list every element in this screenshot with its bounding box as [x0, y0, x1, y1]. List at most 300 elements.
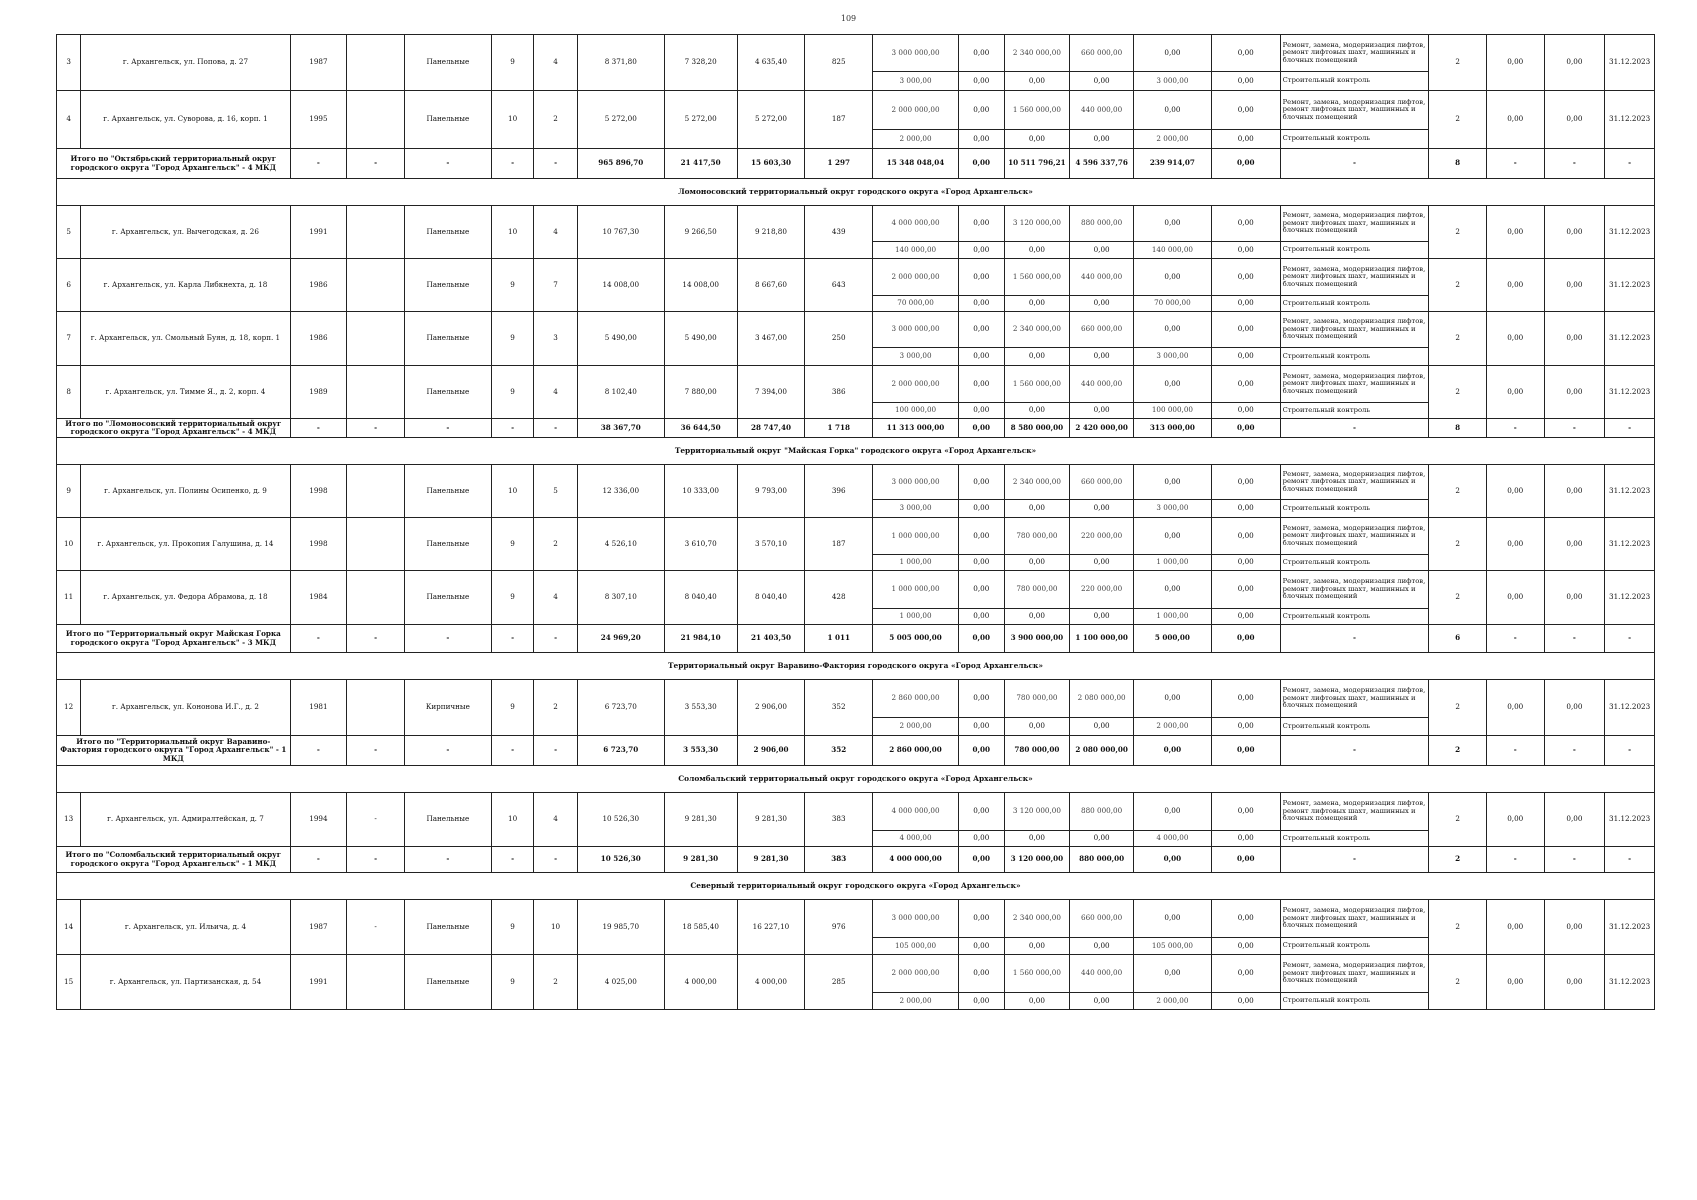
other-funds-cell: 0,00	[1211, 518, 1280, 555]
work-type-cell: Строительный контроль	[1280, 72, 1429, 91]
other-funds-cell: 0,00	[1211, 296, 1280, 312]
unit-cost-cell: 0,00	[1486, 366, 1544, 419]
total-placeholder: -	[534, 419, 577, 438]
table-row	[57, 518, 1655, 555]
deadline-cell: 31.12.2023	[1605, 312, 1655, 366]
local-budget-cell: 220 000,00	[1070, 518, 1134, 555]
section-header-row	[57, 766, 1655, 793]
local-budget-cell: 440 000,00	[1070, 366, 1134, 403]
residential-area-cell: 9 281,30	[737, 847, 805, 873]
work-type-cell: Ремонт, замена, модернизация лифтов, ремонт лифтовых шахт, машинных и блочных помещений	[1280, 206, 1429, 242]
wall-material-cell: Панельные	[404, 312, 491, 366]
max-cost-cell: 0,00	[1544, 955, 1605, 1010]
total-placeholder: -	[404, 625, 491, 653]
local-budget-cell: 220 000,00	[1070, 571, 1134, 609]
residents-cell: 352	[805, 680, 873, 736]
table-row	[57, 259, 1655, 296]
owners-funds-cell: 1 000,00	[1133, 555, 1211, 571]
total-placeholder: -	[1280, 625, 1429, 653]
region-budget-cell: 10 511 796,21	[1004, 149, 1070, 179]
cost-cell: 4 000,00	[873, 831, 959, 847]
cost-cell: 3 000 000,00	[873, 312, 959, 348]
premises-area-cell: 10 333,00	[664, 465, 737, 518]
residential-area-cell: 4 000,00	[737, 955, 805, 1010]
unit-cost-cell: 0,00	[1486, 206, 1544, 259]
work-type-cell: Ремонт, замена, модернизация лифтов, ремонт лифтовых шахт, машинных и блочных помещений	[1280, 91, 1429, 130]
total-placeholder: -	[347, 736, 405, 766]
region-budget-cell: 0,00	[1004, 348, 1070, 366]
floors-cell: 10	[491, 793, 533, 847]
local-budget-cell: 1 100 000,00	[1070, 625, 1134, 653]
deadline-cell: 31.12.2023	[1605, 680, 1655, 736]
residents-cell: 1 718	[805, 419, 873, 438]
fund-cell: 0,00	[959, 296, 1005, 312]
row-number: 11	[57, 571, 81, 625]
wall-material-cell: Панельные	[404, 259, 491, 312]
year-reconstruction-cell	[347, 35, 405, 91]
floors-cell: 9	[491, 312, 533, 366]
floors-cell: 9	[491, 366, 533, 419]
fund-cell: 0,00	[959, 680, 1005, 718]
fund-cell: 0,00	[959, 312, 1005, 348]
cost-cell: 3 000,00	[873, 500, 959, 518]
lifts-count-cell: 2	[1429, 571, 1487, 625]
owners-funds-cell: 0,00	[1133, 366, 1211, 403]
premises-area-cell: 5 272,00	[664, 91, 737, 149]
work-type-cell: Строительный контроль	[1280, 348, 1429, 366]
total-placeholder: -	[1605, 419, 1655, 438]
unit-cost-cell: 0,00	[1486, 571, 1544, 625]
cost-cell: 4 000 000,00	[873, 793, 959, 831]
year-cell: 1995	[290, 91, 347, 149]
owners-funds-cell: 1 000,00	[1133, 609, 1211, 625]
section-header-row	[57, 438, 1655, 465]
local-budget-cell: 0,00	[1070, 831, 1134, 847]
fund-cell: 0,00	[959, 625, 1005, 653]
owners-funds-cell: 140 000,00	[1133, 242, 1211, 259]
year-reconstruction-cell	[347, 259, 405, 312]
cost-cell: 2 000 000,00	[873, 259, 959, 296]
residential-area-cell: 2 906,00	[737, 680, 805, 736]
year-cell: 1986	[290, 312, 347, 366]
cost-cell: 4 000 000,00	[873, 847, 959, 873]
max-cost-cell: 0,00	[1544, 91, 1605, 149]
year-cell: 1991	[290, 206, 347, 259]
fund-cell: 0,00	[959, 938, 1005, 955]
cost-cell: 2 860 000,00	[873, 736, 959, 766]
other-funds-cell: 0,00	[1211, 130, 1280, 149]
region-budget-cell: 0,00	[1004, 130, 1070, 149]
deadline-cell: 31.12.2023	[1605, 793, 1655, 847]
other-funds-cell: 0,00	[1211, 500, 1280, 518]
year-cell: 1981	[290, 680, 347, 736]
premises-area-cell: 9 281,30	[664, 847, 737, 873]
residential-area-cell: 28 747,40	[737, 419, 805, 438]
entrances-cell: 2	[534, 955, 577, 1010]
owners-funds-cell: 0,00	[1133, 736, 1211, 766]
unit-cost-cell: 0,00	[1486, 680, 1544, 736]
lifts-count-cell: 2	[1429, 465, 1487, 518]
region-budget-cell: 780 000,00	[1004, 571, 1070, 609]
register-table	[56, 34, 1655, 1010]
lifts-count-cell: 8	[1429, 419, 1487, 438]
owners-funds-cell: 0,00	[1133, 680, 1211, 718]
table-row	[57, 35, 1655, 72]
total-placeholder: -	[534, 736, 577, 766]
cost-cell: 2 860 000,00	[873, 680, 959, 718]
fund-cell: 0,00	[959, 206, 1005, 242]
total-placeholder: -	[1544, 625, 1605, 653]
deadline-cell: 31.12.2023	[1605, 91, 1655, 149]
floors-cell: 9	[491, 518, 533, 571]
year-reconstruction-cell	[347, 955, 405, 1010]
local-budget-cell: 2 420 000,00	[1070, 419, 1134, 438]
work-type-cell: Ремонт, замена, модернизация лифтов, ремонт лифтовых шахт, машинных и блочных помещений	[1280, 900, 1429, 938]
lifts-count-cell: 2	[1429, 955, 1487, 1010]
total-area-cell: 10 526,30	[577, 793, 664, 847]
lifts-count-cell: 6	[1429, 625, 1487, 653]
lifts-count-cell: 2	[1429, 259, 1487, 312]
table-row	[57, 955, 1655, 993]
region-budget-cell: 0,00	[1004, 242, 1070, 259]
other-funds-cell: 0,00	[1211, 571, 1280, 609]
total-placeholder: -	[1486, 625, 1544, 653]
owners-funds-cell: 0,00	[1133, 571, 1211, 609]
other-funds-cell: 0,00	[1211, 938, 1280, 955]
section-title: Ломоносовский территориальный округ городского округа «Город Архангельск»	[57, 179, 1655, 206]
lifts-count-cell: 2	[1429, 680, 1487, 736]
year-cell: 1994	[290, 793, 347, 847]
cost-cell: 2 000 000,00	[873, 366, 959, 403]
section-header-row	[57, 653, 1655, 680]
unit-cost-cell: 0,00	[1486, 91, 1544, 149]
work-type-cell: Строительный контроль	[1280, 831, 1429, 847]
year-reconstruction-cell: -	[347, 793, 405, 847]
total-placeholder: -	[347, 419, 405, 438]
total-placeholder: -	[290, 736, 347, 766]
total-placeholder: -	[1280, 847, 1429, 873]
row-number: 10	[57, 518, 81, 571]
cost-cell: 3 000 000,00	[873, 465, 959, 500]
residents-cell: 352	[805, 736, 873, 766]
section-title: Северный территориальный округ городского округа «Город Архангельск»	[57, 873, 1655, 900]
work-type-cell: Ремонт, замена, модернизация лифтов, ремонт лифтовых шахт, машинных и блочных помещений	[1280, 259, 1429, 296]
lifts-count-cell: 8	[1429, 149, 1487, 179]
wall-material-cell: Панельные	[404, 793, 491, 847]
work-type-cell: Строительный контроль	[1280, 296, 1429, 312]
address-cell: г. Архангельск, ул. Тимме Я., д. 2, корп. 4	[81, 366, 290, 419]
owners-funds-cell: 3 000,00	[1133, 348, 1211, 366]
residents-cell: 386	[805, 366, 873, 419]
total-area-cell: 14 008,00	[577, 259, 664, 312]
owners-funds-cell: 4 000,00	[1133, 831, 1211, 847]
residents-cell: 643	[805, 259, 873, 312]
cost-cell: 1 000,00	[873, 609, 959, 625]
cost-cell: 5 005 000,00	[873, 625, 959, 653]
cost-cell: 2 000,00	[873, 993, 959, 1010]
total-area-cell: 24 969,20	[577, 625, 664, 653]
work-type-cell: Строительный контроль	[1280, 718, 1429, 736]
local-budget-cell: 0,00	[1070, 130, 1134, 149]
unit-cost-cell: 0,00	[1486, 900, 1544, 955]
other-funds-cell: 0,00	[1211, 312, 1280, 348]
total-placeholder: -	[534, 847, 577, 873]
lifts-count-cell: 2	[1429, 518, 1487, 571]
work-type-cell: Ремонт, замена, модернизация лифтов, ремонт лифтовых шахт, машинных и блочных помещений	[1280, 465, 1429, 500]
region-budget-cell: 1 560 000,00	[1004, 366, 1070, 403]
owners-funds-cell: 105 000,00	[1133, 938, 1211, 955]
residents-cell: 1 297	[805, 149, 873, 179]
work-type-cell: Строительный контроль	[1280, 555, 1429, 571]
section-header-row	[57, 873, 1655, 900]
total-row	[57, 149, 1655, 179]
entrances-cell: 7	[534, 259, 577, 312]
lifts-count-cell: 2	[1429, 206, 1487, 259]
max-cost-cell: 0,00	[1544, 206, 1605, 259]
year-reconstruction-cell	[347, 91, 405, 149]
work-type-cell: Ремонт, замена, модернизация лифтов, ремонт лифтовых шахт, машинных и блочных помещений	[1280, 366, 1429, 403]
owners-funds-cell: 70 000,00	[1133, 296, 1211, 312]
local-budget-cell: 0,00	[1070, 938, 1134, 955]
residents-cell: 439	[805, 206, 873, 259]
floors-cell: 9	[491, 259, 533, 312]
total-area-cell: 8 371,80	[577, 35, 664, 91]
local-budget-cell: 0,00	[1070, 993, 1134, 1010]
premises-area-cell: 8 040,40	[664, 571, 737, 625]
residential-area-cell: 16 227,10	[737, 900, 805, 955]
residents-cell: 825	[805, 35, 873, 91]
region-budget-cell: 3 120 000,00	[1004, 793, 1070, 831]
region-budget-cell: 0,00	[1004, 938, 1070, 955]
total-placeholder: -	[491, 847, 533, 873]
cost-cell: 1 000 000,00	[873, 518, 959, 555]
max-cost-cell: 0,00	[1544, 312, 1605, 366]
max-cost-cell: 0,00	[1544, 35, 1605, 91]
wall-material-cell: Панельные	[404, 900, 491, 955]
fund-cell: 0,00	[959, 831, 1005, 847]
premises-area-cell: 3 553,30	[664, 736, 737, 766]
table-row	[57, 465, 1655, 500]
work-type-cell: Строительный контроль	[1280, 500, 1429, 518]
max-cost-cell: 0,00	[1544, 518, 1605, 571]
entrances-cell: 4	[534, 35, 577, 91]
other-funds-cell: 0,00	[1211, 625, 1280, 653]
local-budget-cell: 0,00	[1070, 718, 1134, 736]
row-number: 9	[57, 465, 81, 518]
total-area-cell: 5 272,00	[577, 91, 664, 149]
entrances-cell: 4	[534, 206, 577, 259]
work-type-cell: Ремонт, замена, модернизация лифтов, ремонт лифтовых шахт, машинных и блочных помещений	[1280, 571, 1429, 609]
deadline-cell: 31.12.2023	[1605, 518, 1655, 571]
premises-area-cell: 9 266,50	[664, 206, 737, 259]
residents-cell: 428	[805, 571, 873, 625]
unit-cost-cell: 0,00	[1486, 35, 1544, 91]
year-cell: 1986	[290, 259, 347, 312]
fund-cell: 0,00	[959, 72, 1005, 91]
wall-material-cell: Панельные	[404, 465, 491, 518]
fund-cell: 0,00	[959, 793, 1005, 831]
other-funds-cell: 0,00	[1211, 847, 1280, 873]
work-type-cell: Ремонт, замена, модернизация лифтов, ремонт лифтовых шахт, машинных и блочных помещений	[1280, 312, 1429, 348]
region-budget-cell: 0,00	[1004, 609, 1070, 625]
total-row	[57, 625, 1655, 653]
total-area-cell: 965 896,70	[577, 149, 664, 179]
residential-area-cell: 3 570,10	[737, 518, 805, 571]
entrances-cell: 2	[534, 680, 577, 736]
total-placeholder: -	[1280, 419, 1429, 438]
wall-material-cell: Панельные	[404, 366, 491, 419]
table-row	[57, 366, 1655, 403]
work-type-cell: Строительный контроль	[1280, 938, 1429, 955]
table-row	[57, 793, 1655, 831]
unit-cost-cell: 0,00	[1486, 518, 1544, 571]
address-cell: г. Архангельск, ул. Попова, д. 27	[81, 35, 290, 91]
fund-cell: 0,00	[959, 847, 1005, 873]
total-placeholder: -	[534, 149, 577, 179]
residents-cell: 383	[805, 847, 873, 873]
total-placeholder: -	[404, 419, 491, 438]
total-area-cell: 38 367,70	[577, 419, 664, 438]
region-budget-cell: 8 580 000,00	[1004, 419, 1070, 438]
year-cell: 1991	[290, 955, 347, 1010]
total-area-cell: 10 526,30	[577, 847, 664, 873]
owners-funds-cell: 0,00	[1133, 312, 1211, 348]
premises-area-cell: 36 644,50	[664, 419, 737, 438]
local-budget-cell: 880 000,00	[1070, 206, 1134, 242]
cost-cell: 3 000 000,00	[873, 900, 959, 938]
total-placeholder: -	[347, 847, 405, 873]
fund-cell: 0,00	[959, 348, 1005, 366]
cost-cell: 3 000,00	[873, 348, 959, 366]
local-budget-cell: 2 080 000,00	[1070, 736, 1134, 766]
lifts-count-cell: 2	[1429, 900, 1487, 955]
premises-area-cell: 7 880,00	[664, 366, 737, 419]
fund-cell: 0,00	[959, 518, 1005, 555]
region-budget-cell: 2 340 000,00	[1004, 465, 1070, 500]
entrances-cell: 10	[534, 900, 577, 955]
residents-cell: 976	[805, 900, 873, 955]
region-budget-cell: 0,00	[1004, 403, 1070, 419]
total-label: Итого по "Ломоносовский территориальный округ городского округа "Город Архангельск" - 4 МКД	[57, 419, 291, 438]
total-placeholder: -	[1544, 419, 1605, 438]
address-cell: г. Архангельск, ул. Прокопия Галушина, д. 14	[81, 518, 290, 571]
fund-cell: 0,00	[959, 609, 1005, 625]
total-placeholder: -	[1486, 736, 1544, 766]
cost-cell: 4 000 000,00	[873, 206, 959, 242]
other-funds-cell: 0,00	[1211, 348, 1280, 366]
year-cell: 1998	[290, 518, 347, 571]
other-funds-cell: 0,00	[1211, 955, 1280, 993]
region-budget-cell: 3 120 000,00	[1004, 847, 1070, 873]
total-area-cell: 8 102,40	[577, 366, 664, 419]
year-reconstruction-cell	[347, 206, 405, 259]
residents-cell: 250	[805, 312, 873, 366]
deadline-cell: 31.12.2023	[1605, 900, 1655, 955]
residential-area-cell: 4 635,40	[737, 35, 805, 91]
residential-area-cell: 21 403,50	[737, 625, 805, 653]
cost-cell: 100 000,00	[873, 403, 959, 419]
year-reconstruction-cell	[347, 312, 405, 366]
residential-area-cell: 8 667,60	[737, 259, 805, 312]
address-cell: г. Архангельск, ул. Кононова И.Г., д. 2	[81, 680, 290, 736]
total-placeholder: -	[1486, 149, 1544, 179]
local-budget-cell: 2 080 000,00	[1070, 680, 1134, 718]
work-type-cell: Строительный контроль	[1280, 993, 1429, 1010]
total-placeholder: -	[290, 419, 347, 438]
premises-area-cell: 5 490,00	[664, 312, 737, 366]
total-placeholder: -	[404, 149, 491, 179]
lifts-count-cell: 2	[1429, 91, 1487, 149]
max-cost-cell: 0,00	[1544, 259, 1605, 312]
residential-area-cell: 15 603,30	[737, 149, 805, 179]
year-reconstruction-cell	[347, 571, 405, 625]
row-number: 4	[57, 91, 81, 149]
total-area-cell: 8 307,10	[577, 571, 664, 625]
entrances-cell: 4	[534, 793, 577, 847]
total-placeholder: -	[491, 625, 533, 653]
other-funds-cell: 0,00	[1211, 91, 1280, 130]
premises-area-cell: 21 984,10	[664, 625, 737, 653]
section-title: Территориальный округ Варавино-Фактория городского округа «Город Архангельск»	[57, 653, 1655, 680]
work-type-cell: Строительный контроль	[1280, 130, 1429, 149]
premises-area-cell: 3 553,30	[664, 680, 737, 736]
deadline-cell: 31.12.2023	[1605, 571, 1655, 625]
max-cost-cell: 0,00	[1544, 680, 1605, 736]
region-budget-cell: 780 000,00	[1004, 736, 1070, 766]
local-budget-cell: 0,00	[1070, 555, 1134, 571]
table-row	[57, 312, 1655, 348]
year-cell: 1987	[290, 35, 347, 91]
region-budget-cell: 2 340 000,00	[1004, 312, 1070, 348]
table-row	[57, 900, 1655, 938]
region-budget-cell: 1 560 000,00	[1004, 955, 1070, 993]
entrances-cell: 2	[534, 91, 577, 149]
premises-area-cell: 21 417,50	[664, 149, 737, 179]
local-budget-cell: 0,00	[1070, 348, 1134, 366]
fund-cell: 0,00	[959, 149, 1005, 179]
floors-cell: 9	[491, 900, 533, 955]
other-funds-cell: 0,00	[1211, 736, 1280, 766]
lifts-count-cell: 2	[1429, 847, 1487, 873]
owners-funds-cell: 239 914,07	[1133, 149, 1211, 179]
deadline-cell: 31.12.2023	[1605, 465, 1655, 518]
row-number: 6	[57, 259, 81, 312]
owners-funds-cell: 3 000,00	[1133, 72, 1211, 91]
unit-cost-cell: 0,00	[1486, 955, 1544, 1010]
local-budget-cell: 880 000,00	[1070, 847, 1134, 873]
floors-cell: 9	[491, 955, 533, 1010]
total-placeholder: -	[347, 149, 405, 179]
local-budget-cell: 4 596 337,76	[1070, 149, 1134, 179]
section-title: Соломбальский территориальный округ городского округа «Город Архангельск»	[57, 766, 1655, 793]
lifts-count-cell: 2	[1429, 312, 1487, 366]
fund-cell: 0,00	[959, 130, 1005, 149]
entrances-cell: 5	[534, 465, 577, 518]
cost-cell: 1 000,00	[873, 555, 959, 571]
fund-cell: 0,00	[959, 403, 1005, 419]
residents-cell: 383	[805, 793, 873, 847]
region-budget-cell: 0,00	[1004, 500, 1070, 518]
row-number: 3	[57, 35, 81, 91]
entrances-cell: 4	[534, 571, 577, 625]
total-placeholder: -	[491, 736, 533, 766]
address-cell: г. Архангельск, ул. Суворова, д. 16, корп. 1	[81, 91, 290, 149]
cost-cell: 105 000,00	[873, 938, 959, 955]
row-number: 13	[57, 793, 81, 847]
other-funds-cell: 0,00	[1211, 72, 1280, 91]
other-funds-cell: 0,00	[1211, 366, 1280, 403]
region-budget-cell: 0,00	[1004, 296, 1070, 312]
